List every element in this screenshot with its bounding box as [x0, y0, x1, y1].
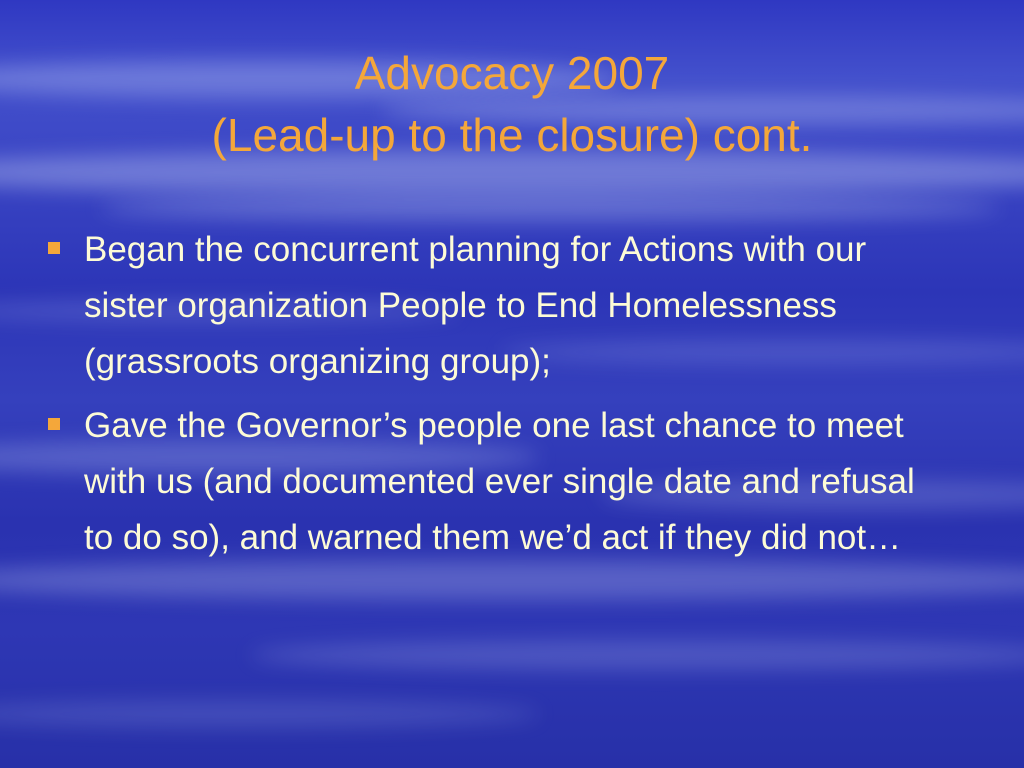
- bullet-list: [44, 222, 944, 574]
- slide-title: [0, 42, 1024, 166]
- slide-title-line: Advocacy 2007: [354, 47, 670, 99]
- bullet-text: Began the concurrent planning for Actions with our sister organization People to End Homelessness (grassroots organizing group);: [84, 230, 867, 381]
- bullet-text: Gave the Governor’s people one last chance to meet with us (and documented ever single date and refusal to do so), and warned them we’d act if they did not…: [84, 406, 915, 557]
- square-bullet-icon: [48, 242, 60, 254]
- cloud-streak: [100, 195, 1000, 221]
- slide-title-line: (Lead-up to the closure) cont.: [211, 109, 813, 161]
- bullet-item: [44, 398, 944, 566]
- square-bullet-icon: [48, 418, 60, 430]
- bullet-item: [44, 222, 944, 390]
